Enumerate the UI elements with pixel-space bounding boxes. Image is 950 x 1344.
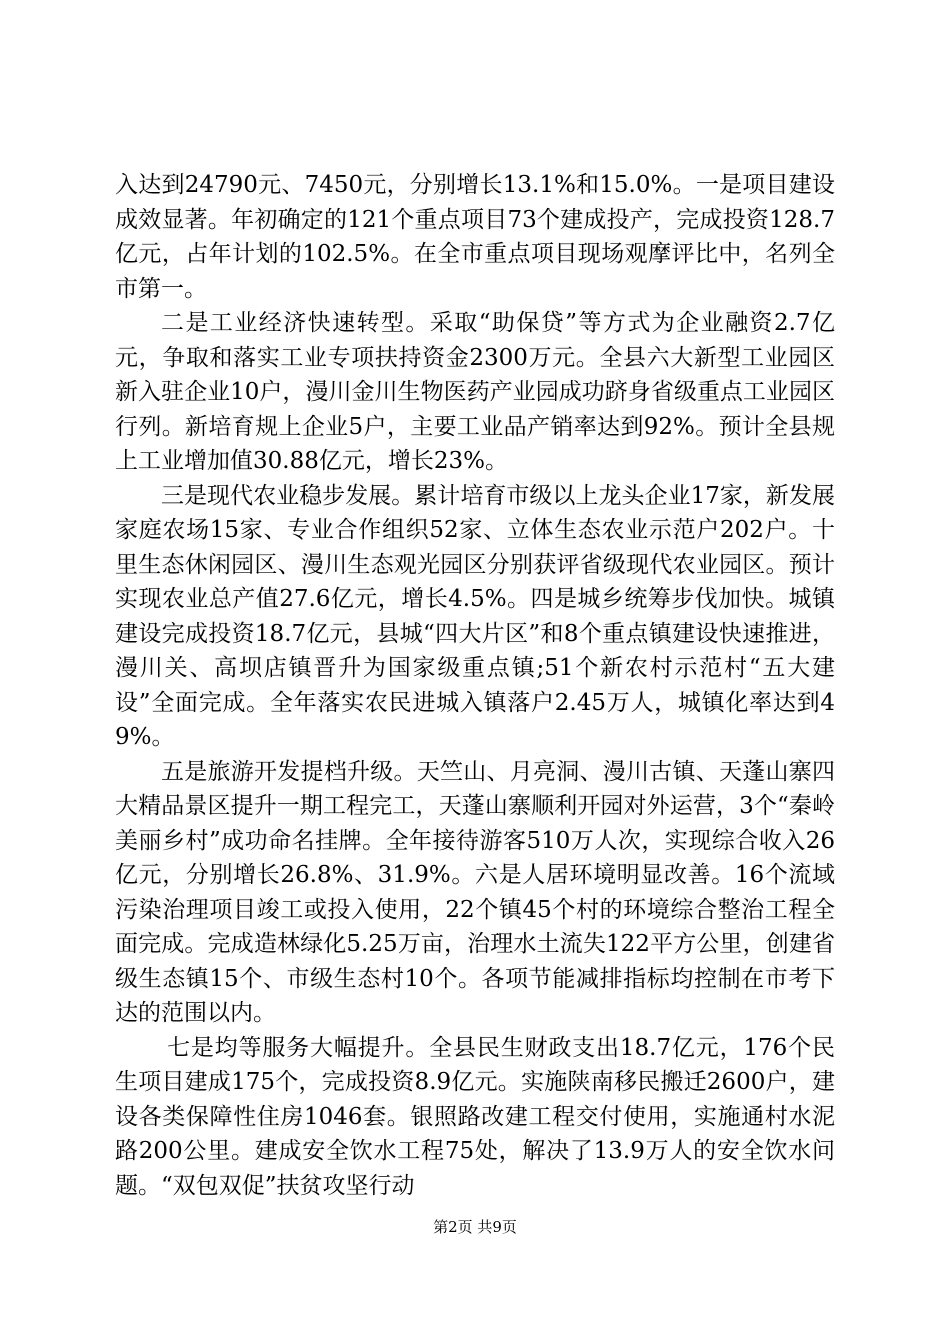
document-body [115, 168, 835, 1203]
paragraph-4: 五是旅游开发提档升级。天竺山、月亮洞、漫川古镇、天蓬山寨四大精品景区提升一期工程完工，天蓬山寨顺利开园对外运营，3个“秦岭美丽乡村”成功命名挂牌。全年接待游客510万人次，实现综合收入26亿元，分别增长26.8%、31.9%。六是人居环境明显改善。16个流域污染治理项目竣工或投入使用，22个镇45个村的环境综合整治工程全面完成。完成造林绿化5.25万亩，治理水土流失122平方公里，创建省级生态镇15个、市级生态村10个。各项节能减排指标均控制在市考下达的范围以内。 [115, 758, 835, 1026]
paragraph-1: 入达到24790元、7450元，分别增长13.1%和15.0%。一是项目建设成效显著。年初确定的121个重点项目73个建成投产，完成投资128.7亿元，占年计划的102.5%。在全市重点项目现场观摩评比中，名列全市第一。 [115, 172, 835, 302]
paragraph-5: 七是均等服务大幅提升。全县民生财政支出18.7亿元，176个民生项目建成175个，完成投资8.9亿元。实施陕南移民搬迁2600户，建设各类保障性住房1046套。银照路改建工程交付使用，实施通村水泥路200公里。建成安全饮水工程75处，解决了13.9万人的安全饮水问题。“双包双促”扶贫攻坚行动 [115, 1034, 835, 1199]
paragraph-2: 二是工业经济快速转型。采取“助保贷”等方式为企业融资2.7亿元，争取和落实工业专项扶持资金2300万元。全县六大新型工业园区新入驻企业10户，漫川金川生物医药产业园成功跻身省级重点工业园区行列。新培育规上企业5户，主要工业品产销率达到92%。预计全县规上工业增加值30.88亿元，增长23%。 [115, 310, 835, 474]
page-number-footer: 第2页 共9页 [433, 1218, 517, 1236]
paragraph-3: 三是现代农业稳步发展。累计培育市级以上龙头企业17家，新发展家庭农场15家、专业合作组织52家、立体生态农业示范户202户。十里生态休闲园区、漫川生态观光园区分别获评省级现代农业园区。预计实现农业总产值27.6亿元，增长4.5%。四是城乡统筹步伐加快。城镇建设完成投资18.7亿元，县城“四大片区”和8个重点镇建设快速推进，漫川关、高坝店镇晋升为国家级重点镇;51个新农村示范村“五大建设”全面完成。全年落实农民进城入镇落户2.45万人，城镇化率达到49%。 [115, 482, 835, 750]
